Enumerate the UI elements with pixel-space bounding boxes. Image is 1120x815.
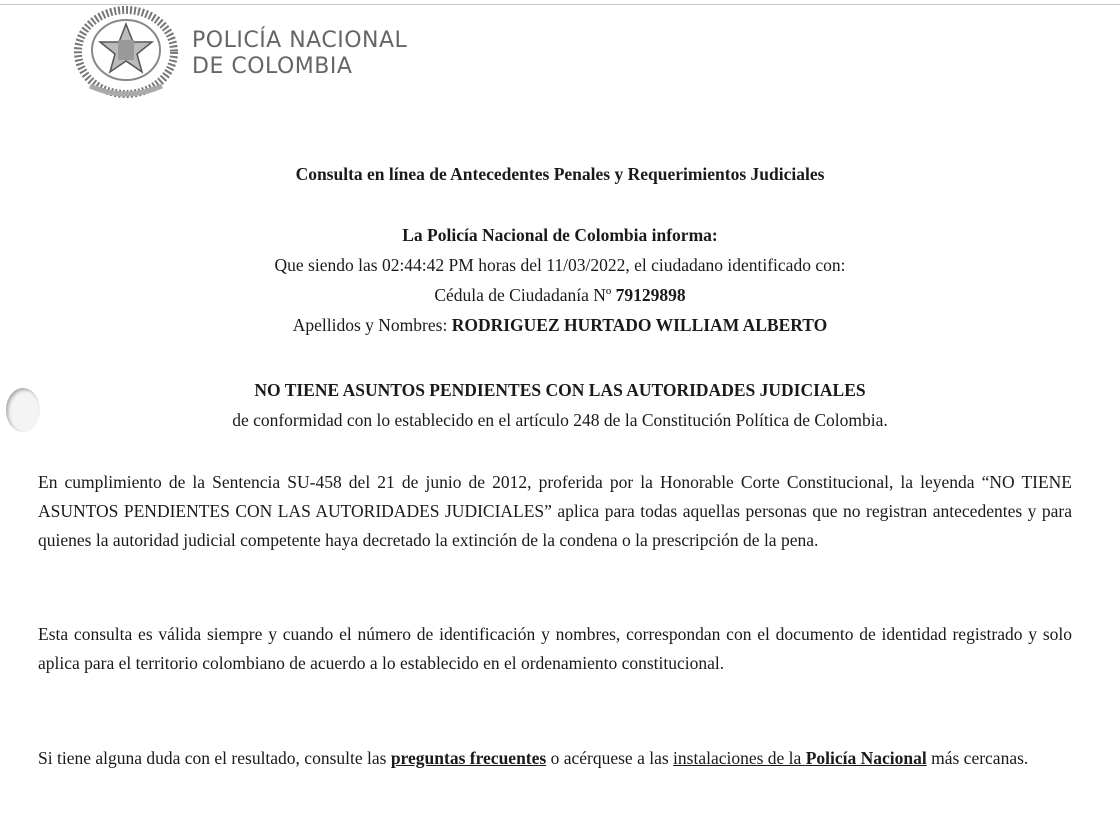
instalaciones-link[interactable]: [673, 748, 927, 768]
dudas-text-2: o acérquese a las: [546, 748, 674, 768]
instalaciones-link-text: instalaciones de la: [673, 748, 806, 768]
document-title: Consulta en línea de Antecedentes Penales y Requerimientos Judiciales: [295, 164, 825, 184]
informa-heading: La Policía Nacional de Colombia informa:: [402, 225, 718, 245]
names-value: RODRIGUEZ HURTADO WILLIAM ALBERTO: [451, 315, 828, 335]
brand-line-2: DE COLOMBIA: [192, 54, 353, 79]
instalaciones-link-bold: Policía Nacional: [805, 748, 927, 768]
names-label: Apellidos y Nombres:: [292, 315, 452, 335]
result-subtitle: de conformidad con lo establecido en el artículo 248 de la Constitución Política de Colombia.: [232, 410, 888, 430]
paragraph-validez: Esta consulta es válida siempre y cuando el número de identificación y nombres, correspondan con el documento de identidad registrado y solo aplica para el territorio colombiano de acuerdo a lo establecido en el ordenamiento constitucional.: [38, 624, 1072, 673]
paragraph-sentencia: En cumplimiento de la Sentencia SU-458 del 21 de junio de 2012, proferida por la Honorable Corte Constitucional, la leyenda “NO TIENE ASUNTOS PENDIENTES CON LAS AUTORIDADES JUDICIALES” aplica para todas aquellas personas que no registran antecedentes y para quienes la autoridad judicial competente haya decretado la extinción de la condena o la prescripción de la pena.: [38, 472, 1072, 550]
cedula-line: [0, 285, 1120, 306]
brand-name: [192, 28, 407, 80]
cedula-number: 79129898: [615, 285, 686, 305]
dudas-text-1: Si tiene alguna duda con el resultado, consulte las: [38, 748, 391, 768]
paragraph-dudas: [38, 744, 1072, 773]
result-heading: NO TIENE ASUNTOS PENDIENTES CON LAS AUTORIDADES JUDICIALES: [254, 380, 866, 400]
cedula-label: Cédula de Ciudadanía Nº: [434, 285, 616, 305]
names-line: [0, 315, 1120, 336]
top-border: [0, 4, 1120, 5]
police-seal-logo: [70, 6, 182, 100]
dudas-text-3: más cercanas.: [926, 748, 1029, 768]
faq-link[interactable]: preguntas frecuentes: [390, 748, 547, 768]
brand-line-1: POLICÍA NACIONAL: [192, 28, 408, 53]
timestamp-line: Que siendo las 02:44:42 PM horas del 11/03/2022, el ciudadano identificado con:: [274, 255, 846, 275]
